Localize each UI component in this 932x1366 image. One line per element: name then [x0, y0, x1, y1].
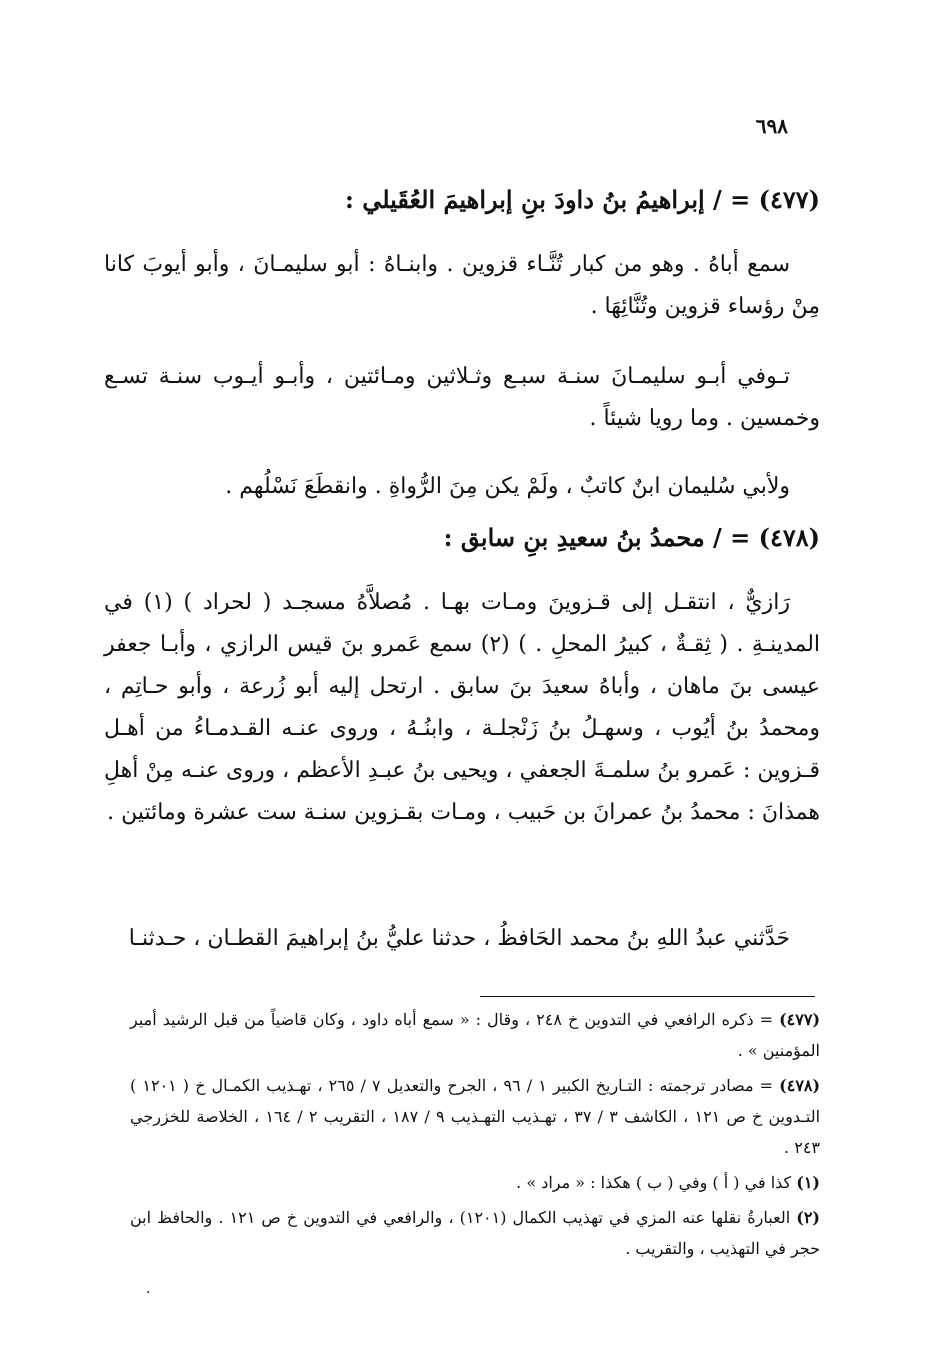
page-number: ٦٩٨ [755, 114, 788, 138]
footnote-text: العبارةُ نقلها عنه المزي في تهذيب الكمال (١٢٠١) ، والرافعي في التدوين خ ص ١٢١ . والحافظ ابن حجر في التهذيب ، والتقريب . [130, 1208, 820, 1258]
footnote-item [130, 1004, 820, 1066]
footnote-text: = ذكره الرافعي في التدوين خ ٢٤٨ ، وقال : « سمع أباه داود ، وكان قاضياً من قبل الرشيد أمير المؤمنين » . [130, 1010, 820, 1060]
entry-477-body-2 [104, 356, 820, 440]
entry-heading: (٤٧٧) = / إبراهيمُ بنُ داودَ بنِ إبراهيمَ العُقَيلي : [345, 185, 820, 214]
entry-heading: (٤٧٨) = / محمدُ بنُ سعيدِ بنِ سابق : [443, 523, 820, 552]
entry-paragraph: رَازيٌّ ، انتقـل إلى قـزوينَ ومـات بهـا . مُصلاَّهُ مسجـد ( لحراد ) (١) في المدينـةِ . ( ثِقـةٌ ، كبيرُ المحلِ . ) (٢) سمع عَمرو بنَ قيس الرازي ، وأبـا جعفر عيسى بنَ ماهان ، وأباهُ سعيدَ بنَ سابق . ارتحل إليه أبو زُرعة ، وأبو حـاتِم ، ومحمدُ بنُ أيُوب ، وسهـلُ بنُ زَنْجلـة ، وابنُـهُ ، وروى عنـه القـدمـاءُ من أهـل قـزوين : عَمرو بنُ سلمـةَ الجعفي ، ويحيى بنُ عبـدِ الأعظم ، وروى عنـه مِنْ أهلِ همذانَ : محمدُ بنُ عمرانَ بن حَبيب ، ومـات بقـزوين سنـة ست عشرة ومائتين . [104, 590, 821, 825]
entry-paragraph: حَدَّثني عبدُ اللهِ بنُ محمد الحَافظُ ، حدثنا عليُّ بنُ إبراهيمَ القطـان ، حـدثنـا [128, 926, 790, 951]
footnote-item [130, 1070, 820, 1163]
entry-478-body [104, 582, 820, 834]
print-speck: · [146, 1285, 151, 1301]
entry-477 [104, 180, 820, 220]
footnote-number: (٢) [796, 1208, 820, 1227]
entry-477-body [104, 244, 820, 328]
footnote-divider [480, 996, 815, 997]
footnote-text: = مصادر ترجمته : التـاريخ الكبير ١ / ٩٦ ، الجرح والتعديل ٧ / ٢٦٥ ، تهـذيب الكمـال خ ( ١٢٠١ ) التـدوين خ ص ١٢١ ، الكاشف ٣ / ٣٧ ، تهـذيب التهـذيب ٩ / ١٨٧ ، التقريب ٢ / ١٦٤ ، الخلاصة للخزرجي ٢٤٣ . [130, 1076, 821, 1157]
entry-paragraph: تـوفي أبـو سليمـانَ سنـة سبـع وثـلاثين ومـائتين ، وأبـو أيـوب سنـة تسـع وخمسين . وما رويا شيئاً . [104, 364, 820, 431]
footnote-text: كذا في ( أ ) وفي ( ب ) هكذا : « مراد » . [516, 1173, 792, 1192]
entry-478-body-2 [104, 918, 820, 960]
footnote-item [130, 1167, 820, 1198]
entry-paragraph: سمع أباهُ . وهو من كبار تُنَّـاء قزوين . وابنـاهُ : أبو سليمـانَ ، وأبو أيوبَ كانا مِنْ رؤساء قزوين وتُنَّائِهَا . [104, 252, 820, 319]
entry-477-body-3 [104, 466, 820, 508]
entry-paragraph: ولأبي سُليمان ابنٌ كاتبٌ ، ولَمْ يكن مِنَ الرُّواةِ . وانقطَعَ نَسْلُهم . [225, 474, 790, 499]
entry-478 [104, 518, 820, 558]
footnote-number: (١) [796, 1173, 820, 1192]
footnote-number: (٤٧٧) [779, 1010, 821, 1029]
footnote-number: (٤٧٨) [779, 1076, 821, 1095]
footnotes [130, 1004, 820, 1268]
footnote-item [130, 1202, 820, 1264]
